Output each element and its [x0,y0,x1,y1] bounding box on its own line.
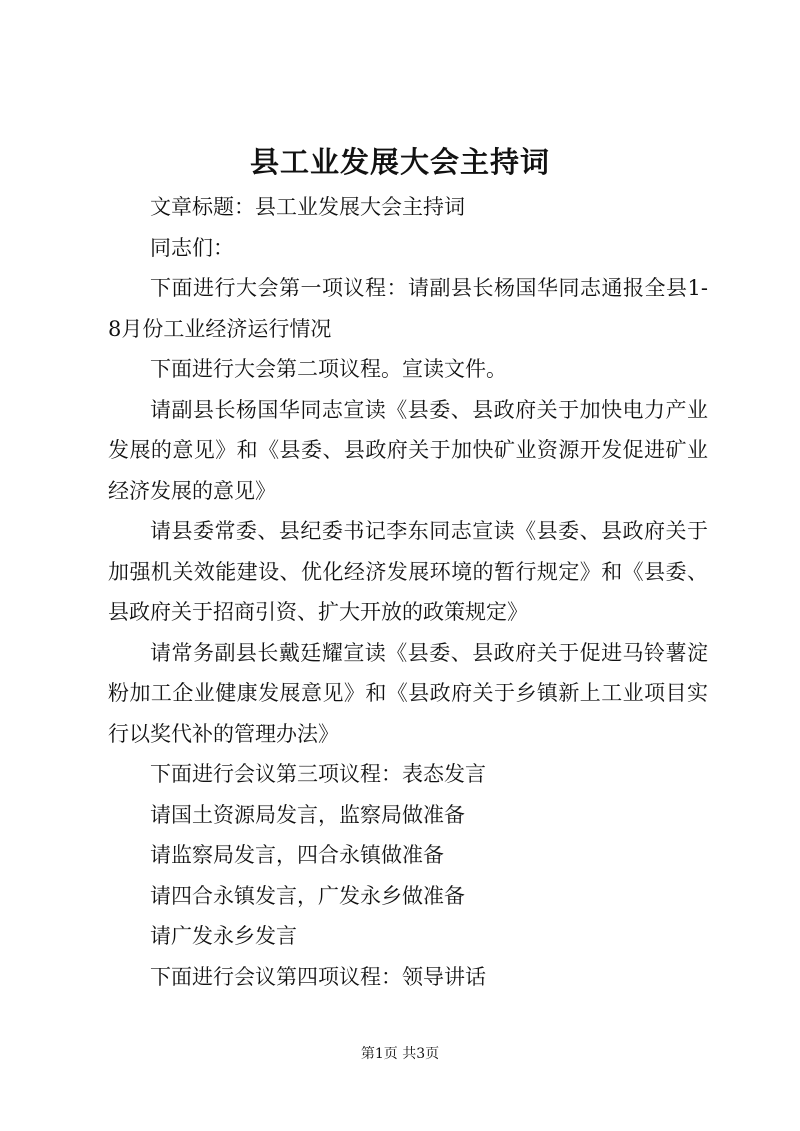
document-body [108,187,708,997]
paragraph: 同志们： [150,235,234,260]
paragraph: 下面进行大会第一项议程：请副县长杨国华同志通报全县1-8月份工业经济运行情况 [108,276,708,341]
paragraph: 请广发永乡发言 [150,924,297,948]
paragraph: 请县委常委、县纪委书记李东同志宣读《县委、县政府关于加强机关效能建设、优化经济发展环境的暂行规定》和《县委、县政府关于招商引资、扩大开放的政策规定》 [108,519,708,624]
paragraph: 请国土资源局发言，监察局做准备 [150,802,465,827]
paragraph: 请副县长杨国华同志宣读《县委、县政府关于加快电力产业发展的意见》和《县委、县政府关于加快矿业资源开发促进矿业经济发展的意见》 [108,397,708,503]
paragraph: 下面进行会议第三项议程：表态发言 [150,762,486,786]
page-footer: 第1页 共3页 [360,1046,440,1062]
paragraph: 下面进行会议第四项议程：领导讲话 [150,964,486,989]
document-title: 县工业发展大会主持词 [249,145,550,179]
paragraph: 请监察局发言，四合永镇做准备 [150,843,444,867]
paragraph: 请四合永镇发言，广发永乡做准备 [150,883,465,908]
paragraph: 文章标题：县工业发展大会主持词 [150,195,465,219]
paragraph: 下面进行大会第二项议程。宣读文件。 [150,357,507,381]
paragraph: 请常务副县长戴廷耀宣读《县委、县政府关于促进马铃薯淀粉加工企业健康发展意见》和《县政府关于乡镇新上工业项目实行以奖代补的管理办法》 [108,640,708,746]
